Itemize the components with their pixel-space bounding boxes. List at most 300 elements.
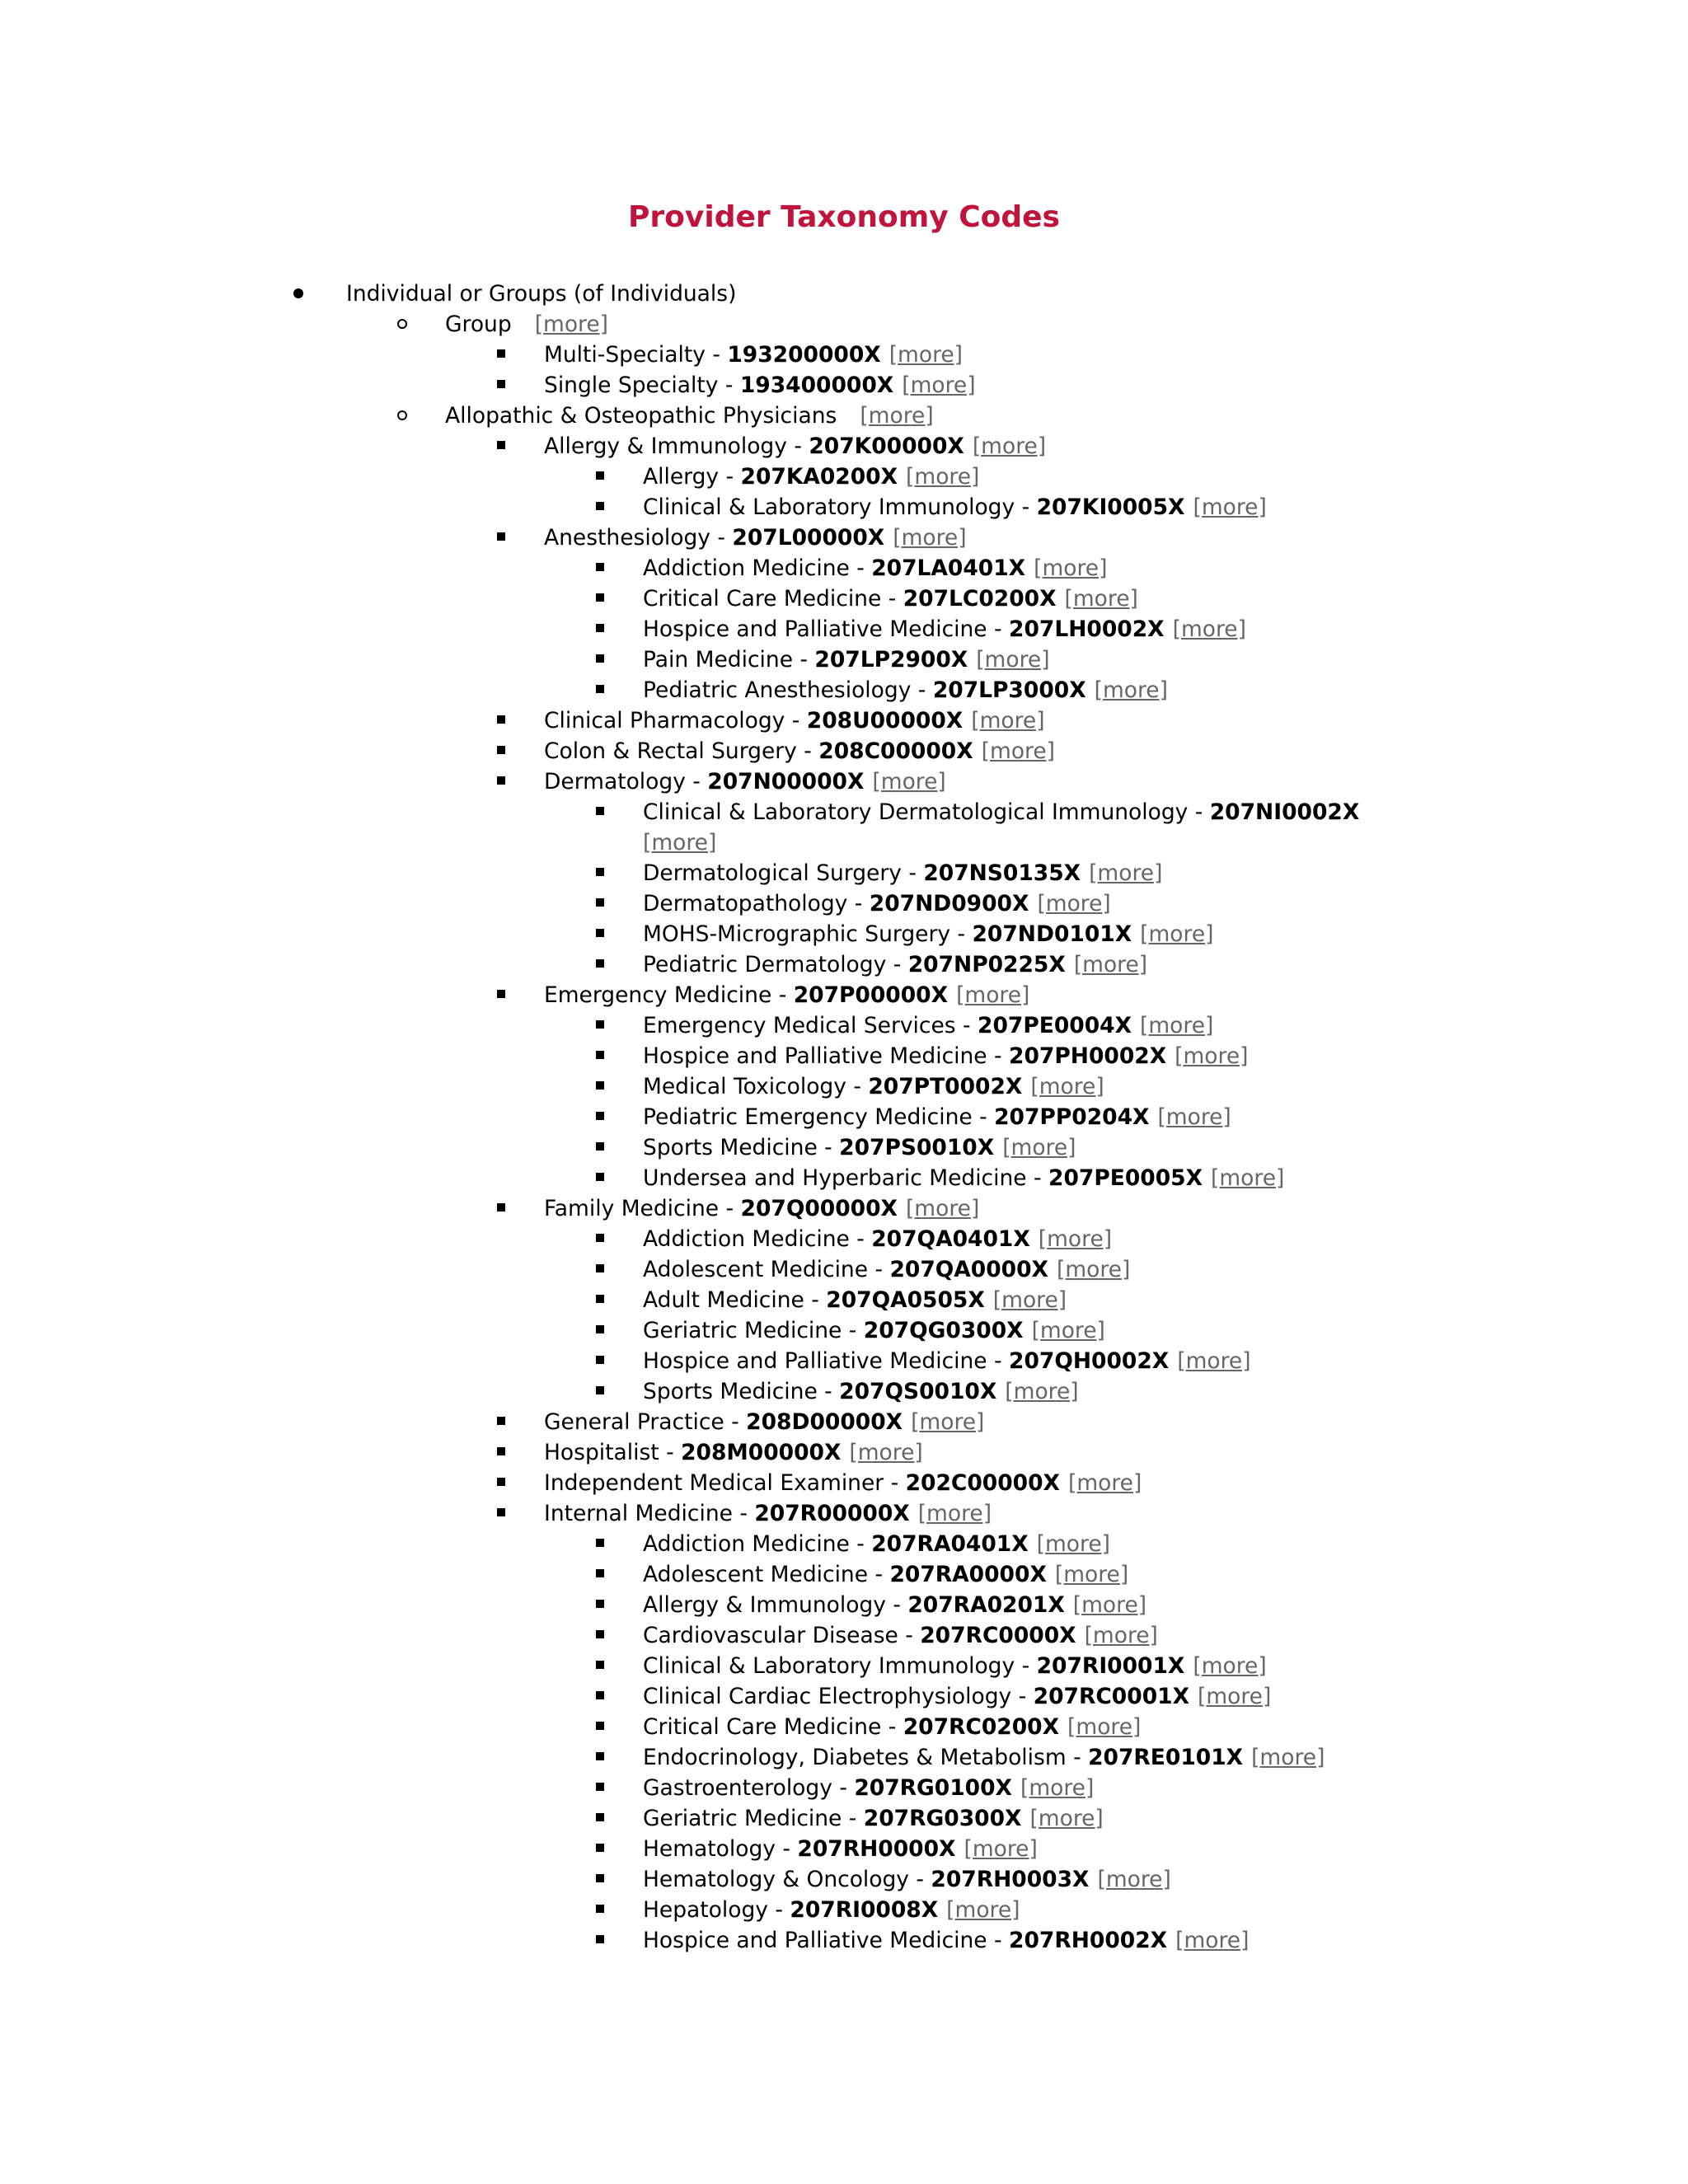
list-item-text [643, 1651, 1267, 1681]
item-label: Allopathic & Osteopathic Physicians [445, 403, 837, 429]
square-bullet-icon [592, 919, 608, 949]
list-item-text [643, 858, 1162, 888]
list-item [0, 1437, 1688, 1468]
more-link[interactable]: [more] [1072, 1592, 1147, 1618]
taxonomy-code: 207QA0000X [889, 1257, 1048, 1282]
item-label: Undersea and Hyperbaric Medicine - [643, 1165, 1048, 1191]
more-link[interactable]: [more] [976, 647, 1050, 673]
more-link[interactable]: [more] [1211, 1165, 1285, 1191]
list-item [0, 1651, 1688, 1681]
taxonomy-code: 207ND0900X [869, 891, 1029, 916]
taxonomy-code: 207RA0401X [871, 1531, 1029, 1557]
item-label: Clinical & Laboratory Immunology - [643, 494, 1037, 520]
item-label: Clinical Cardiac Electrophysiology - [643, 1684, 1034, 1709]
more-link[interactable]: [more] [1038, 1226, 1113, 1252]
square-bullet-icon [592, 1102, 608, 1132]
item-label: Clinical & Laboratory Dermatological Immunology - [643, 799, 1210, 825]
item-label: Sports Medicine - [643, 1379, 840, 1404]
more-link[interactable]: [more] [1067, 1714, 1142, 1740]
list-item [0, 1285, 1688, 1315]
item-label: Geriatric Medicine - [643, 1318, 864, 1343]
square-bullet-icon [592, 644, 608, 675]
square-bullet-icon [592, 1742, 608, 1773]
square-bullet-icon [592, 1651, 608, 1681]
taxonomy-code: 207PT0002X [868, 1074, 1023, 1099]
item-label: Pain Medicine - [643, 647, 815, 673]
list-item-text [643, 492, 1267, 523]
item-label: Allergy & Immunology - [544, 434, 809, 459]
list-item-text [445, 309, 608, 340]
more-link[interactable]: [more] [1175, 1928, 1250, 1953]
more-link[interactable]: [more] [1057, 1257, 1131, 1282]
item-label: Hematology & Oncology - [643, 1867, 931, 1892]
more-link[interactable]: [more] [1175, 1043, 1249, 1069]
list-item [0, 1010, 1688, 1041]
list-item [0, 370, 1688, 401]
taxonomy-code: 207QA0505X [826, 1287, 985, 1313]
list-item [0, 1407, 1688, 1437]
taxonomy-code: 207QA0401X [871, 1226, 1030, 1252]
item-label: Family Medicine - [544, 1196, 741, 1221]
more-link[interactable]: [more] [917, 1501, 992, 1526]
more-link[interactable]: [more] [964, 1836, 1038, 1862]
list-item-text [643, 1529, 1110, 1559]
taxonomy-code: 207KI0005X [1036, 494, 1185, 520]
square-bullet-icon [592, 1895, 608, 1925]
taxonomy-code: 207RE0101X [1088, 1745, 1244, 1770]
list-item-text [643, 1102, 1231, 1132]
list-item [0, 705, 1688, 736]
item-label: Gastroenterology - [643, 1775, 855, 1801]
list-item [0, 492, 1688, 523]
taxonomy-code: 202C00000X [905, 1470, 1060, 1496]
item-label: Clinical & Laboratory Immunology - [643, 1653, 1037, 1679]
square-bullet-icon [592, 1224, 608, 1254]
list-item [0, 340, 1688, 370]
more-link[interactable]: [more] [981, 738, 1055, 764]
list-item-text [544, 370, 976, 401]
taxonomy-code: 207PE0004X [978, 1013, 1132, 1038]
list-item [0, 1620, 1688, 1651]
taxonomy-code: 208D00000X [746, 1409, 903, 1435]
square-bullet-icon [592, 1285, 608, 1315]
more-link[interactable]: [more] [1177, 1348, 1251, 1374]
taxonomy-code: 207LP2900X [814, 647, 968, 673]
square-bullet-icon [592, 675, 608, 705]
list-item [0, 1529, 1688, 1559]
list-item-text [643, 888, 1111, 919]
list-item-text [544, 523, 967, 553]
more-link[interactable]: [more] [1064, 586, 1138, 612]
list-item [0, 614, 1688, 644]
more-link[interactable]: [more] [1140, 921, 1214, 947]
item-label: Group [445, 312, 512, 337]
taxonomy-code: 207K00000X [809, 434, 964, 459]
list-item-text [643, 1925, 1249, 1956]
item-label: Addiction Medicine - [643, 1531, 872, 1557]
taxonomy-code: 207N00000X [707, 769, 865, 794]
list-item [0, 797, 1688, 858]
item-label: Multi-Specialty - [544, 342, 728, 368]
item-label: Adolescent Medicine - [643, 1562, 890, 1587]
more-link[interactable]: [more] [1034, 555, 1108, 581]
item-label: Critical Care Medicine - [643, 1714, 903, 1740]
taxonomy-code: 193400000X [739, 373, 894, 398]
list-item-text [643, 1163, 1284, 1193]
taxonomy-code: 207R00000X [754, 1501, 910, 1526]
square-bullet-icon [493, 1498, 509, 1529]
taxonomy-code: 207LA0401X [871, 555, 1026, 581]
item-label: Pediatric Anesthesiology - [643, 677, 933, 703]
item-label: Internal Medicine - [544, 1501, 755, 1526]
square-bullet-icon [592, 1559, 608, 1590]
list-item-text [643, 1803, 1104, 1834]
square-bullet-icon [493, 523, 509, 553]
list-item [0, 401, 1688, 431]
list-item [0, 736, 1688, 766]
list-item-text [643, 675, 1168, 705]
more-link[interactable]: [more] [1140, 1013, 1214, 1038]
taxonomy-code: 207RG0100X [854, 1775, 1012, 1801]
taxonomy-code: 207L00000X [732, 525, 885, 551]
taxonomy-code: 207NP0225X [907, 952, 1066, 977]
square-bullet-icon [592, 1925, 608, 1956]
taxonomy-code: 207LH0002X [1009, 616, 1165, 642]
more-link[interactable]: [more] [1193, 1653, 1267, 1679]
list-item [0, 766, 1688, 797]
list-item [0, 553, 1688, 583]
list-item [0, 1041, 1688, 1071]
list-item-text [643, 1834, 1038, 1864]
more-link[interactable]: [more] [889, 342, 964, 368]
taxonomy-code: 207RH0000X [797, 1836, 956, 1862]
square-bullet-icon [592, 462, 608, 492]
taxonomy-code: 207RC0000X [920, 1623, 1076, 1648]
list-item-text [643, 1010, 1213, 1041]
list-item-text [643, 462, 979, 492]
item-label: Hospice and Palliative Medicine - [643, 616, 1010, 642]
list-item [0, 1681, 1688, 1712]
item-label: Independent Medical Examiner - [544, 1470, 906, 1496]
square-bullet-icon [592, 1864, 608, 1895]
more-link[interactable]: [more] [1029, 1806, 1104, 1831]
item-label: Individual or Groups (of Individuals) [346, 281, 737, 307]
list-item [0, 1864, 1688, 1895]
more-link[interactable]: [more] [1157, 1104, 1231, 1130]
list-item-text [544, 1193, 979, 1224]
item-label: Medical Toxicology - [643, 1074, 869, 1099]
list-item [0, 1132, 1688, 1163]
square-bullet-icon [592, 1071, 608, 1102]
item-label: Addiction Medicine - [643, 555, 872, 581]
list-item-text [544, 1407, 984, 1437]
item-label: Dermatopathology - [643, 891, 870, 916]
square-bullet-icon [592, 1620, 608, 1651]
more-link[interactable]: [more] [1067, 1470, 1142, 1496]
list-item-text [643, 919, 1213, 949]
list-item-text [643, 1254, 1130, 1285]
item-label: Hospice and Palliative Medicine - [643, 1928, 1010, 1953]
list-item-text [643, 1895, 1020, 1925]
list-item-text [643, 1315, 1105, 1346]
more-link[interactable]: [more] [860, 403, 934, 429]
square-bullet-icon [493, 1437, 509, 1468]
square-bullet-icon [592, 1132, 608, 1163]
square-bullet-icon [592, 553, 608, 583]
list-item-text [643, 1590, 1146, 1620]
list-item [0, 1590, 1688, 1620]
square-bullet-icon [592, 888, 608, 919]
list-item [0, 888, 1688, 919]
more-link[interactable]: [more] [972, 434, 1047, 459]
list-item [0, 1315, 1688, 1346]
list-item [0, 675, 1688, 705]
more-link[interactable]: [more] [1089, 860, 1163, 886]
more-link[interactable]: [more] [643, 830, 717, 855]
item-label: Allergy - [643, 464, 741, 490]
list-item [0, 1254, 1688, 1285]
list-item-text [643, 1041, 1248, 1071]
list-item-text [643, 644, 1050, 675]
list-item [0, 1498, 1688, 1529]
taxonomy-code: 207PH0002X [1009, 1043, 1167, 1069]
taxonomy-code: 207LC0200X [903, 586, 1057, 612]
dot-bullet-icon [290, 279, 307, 309]
list-item-text [544, 736, 1055, 766]
list-item [0, 1742, 1688, 1773]
list-item [0, 1102, 1688, 1132]
square-bullet-icon [592, 1590, 608, 1620]
list-item [0, 1163, 1688, 1193]
square-bullet-icon [592, 858, 608, 888]
list-item [0, 1193, 1688, 1224]
more-link[interactable]: [more] [905, 1196, 980, 1221]
taxonomy-code: 207Q00000X [740, 1196, 898, 1221]
square-bullet-icon [592, 1529, 608, 1559]
list-item [0, 1834, 1688, 1864]
square-bullet-icon [592, 1803, 608, 1834]
list-item [0, 919, 1688, 949]
taxonomy-code: 207RH0003X [931, 1867, 1090, 1892]
taxonomy-code: 207PS0010X [839, 1135, 995, 1160]
list-item [0, 1803, 1688, 1834]
list-item-text [643, 1559, 1128, 1590]
square-bullet-icon [592, 949, 608, 980]
more-link[interactable]: [more] [1054, 1562, 1129, 1587]
taxonomy-code: 207NI0002X [1209, 799, 1360, 825]
square-bullet-icon [592, 1254, 608, 1285]
list-item-text [643, 583, 1138, 614]
list-item [0, 1224, 1688, 1254]
list-item-text [544, 705, 1045, 736]
square-bullet-icon [592, 1773, 608, 1803]
more-link[interactable]: [more] [1037, 891, 1111, 916]
list-item [0, 523, 1688, 553]
item-label: Hospitalist - [544, 1440, 682, 1465]
taxonomy-code: 207RI0001X [1036, 1653, 1185, 1679]
list-item-text [643, 1132, 1076, 1163]
square-bullet-icon [592, 1163, 608, 1193]
item-label: Emergency Medicine - [544, 982, 794, 1008]
list-item [0, 309, 1688, 340]
taxonomy-code: 207RA0201X [907, 1592, 1065, 1618]
list-item [0, 1925, 1688, 1956]
list-item [0, 1559, 1688, 1590]
more-link[interactable]: [more] [1198, 1684, 1272, 1709]
list-item-text [643, 1285, 1067, 1315]
square-bullet-icon [493, 736, 509, 766]
list-item [0, 1071, 1688, 1102]
list-item [0, 279, 1688, 309]
list-item-text [643, 1346, 1251, 1376]
list-item [0, 1468, 1688, 1498]
more-link[interactable]: [more] [1036, 1531, 1110, 1557]
more-link[interactable]: [more] [1172, 616, 1246, 642]
item-label: Adult Medicine - [643, 1287, 827, 1313]
page-title: Provider Taxonomy Codes [628, 200, 1060, 234]
square-bullet-icon [592, 1041, 608, 1071]
square-bullet-icon [493, 1407, 509, 1437]
taxonomy-code: 207KA0200X [740, 464, 898, 490]
square-bullet-icon [493, 1468, 509, 1498]
item-label: Addiction Medicine - [643, 1226, 872, 1252]
list-item-text [643, 553, 1107, 583]
list-item-text [346, 279, 736, 309]
square-bullet-icon [592, 1315, 608, 1346]
list-item [0, 1773, 1688, 1803]
item-label: Pediatric Dermatology - [643, 952, 908, 977]
list-item-text [544, 431, 1046, 462]
more-link[interactable]: [more] [534, 312, 609, 337]
taxonomy-code: 207RG0300X [863, 1806, 1022, 1831]
taxonomy-code: 207QS0010X [839, 1379, 997, 1404]
more-link[interactable]: [more] [849, 1440, 923, 1465]
list-item-text [544, 766, 946, 797]
more-link[interactable]: [more] [1097, 1867, 1171, 1892]
more-link[interactable]: [more] [1073, 952, 1148, 977]
square-bullet-icon [493, 1193, 509, 1224]
list-item [0, 858, 1688, 888]
square-bullet-icon [592, 1834, 608, 1864]
taxonomy-code: 207P00000X [793, 982, 949, 1008]
square-bullet-icon [493, 766, 509, 797]
list-item-text [643, 1224, 1112, 1254]
more-link[interactable]: [more] [906, 464, 980, 490]
list-item-text [445, 401, 934, 431]
list-item [0, 431, 1688, 462]
square-bullet-icon [493, 370, 509, 401]
taxonomy-code: 207RC0200X [903, 1714, 1060, 1740]
list-item-text [643, 1773, 1094, 1803]
taxonomy-code: 207ND0101X [972, 921, 1132, 947]
more-link[interactable]: [more] [1084, 1623, 1158, 1648]
taxonomy-code: 207PE0005X [1048, 1165, 1203, 1191]
taxonomy-code: 208C00000X [818, 738, 973, 764]
item-label: Critical Care Medicine - [643, 586, 903, 612]
taxonomy-outline [0, 279, 1688, 1956]
item-label: Hepatology - [643, 1897, 790, 1923]
item-label: Dermatology - [544, 769, 708, 794]
list-item [0, 1346, 1688, 1376]
item-label: Single Specialty - [544, 373, 740, 398]
more-link[interactable]: [more] [1094, 677, 1168, 703]
list-item-text [544, 1437, 923, 1468]
item-label: Adolescent Medicine - [643, 1257, 890, 1282]
item-label: Clinical Pharmacology - [544, 708, 807, 733]
list-item [0, 1712, 1688, 1742]
more-link[interactable]: [more] [992, 1287, 1067, 1313]
taxonomy-code: 207QG0300X [863, 1318, 1024, 1343]
more-link[interactable]: [more] [893, 525, 967, 551]
taxonomy-code: 207RC0001X [1033, 1684, 1189, 1709]
list-item-text [643, 1376, 1079, 1407]
more-link[interactable]: [more] [1251, 1745, 1325, 1770]
square-bullet-icon [592, 492, 608, 523]
more-link[interactable]: [more] [1031, 1318, 1105, 1343]
square-bullet-icon [592, 1010, 608, 1041]
more-link[interactable]: [more] [911, 1409, 985, 1435]
item-label: Emergency Medical Services - [643, 1013, 978, 1038]
more-link[interactable]: [more] [872, 769, 946, 794]
list-item-text [544, 980, 1029, 1010]
taxonomy-code: 193200000X [727, 342, 881, 368]
list-item-text [544, 340, 963, 370]
item-label: Hematology - [643, 1836, 798, 1862]
more-link[interactable]: [more] [956, 982, 1030, 1008]
square-bullet-icon [592, 1376, 608, 1407]
list-item-text [544, 1498, 992, 1529]
list-item [0, 583, 1688, 614]
square-bullet-icon [592, 614, 608, 644]
item-label: General Practice - [544, 1409, 747, 1435]
more-link[interactable]: [more] [1020, 1775, 1095, 1801]
more-link[interactable]: [more] [1030, 1074, 1104, 1099]
taxonomy-code: 207PP0204X [994, 1104, 1150, 1130]
list-item-text [643, 1742, 1325, 1773]
more-link[interactable]: [more] [971, 708, 1045, 733]
list-item [0, 949, 1688, 980]
square-bullet-icon [493, 980, 509, 1010]
square-bullet-icon [493, 340, 509, 370]
taxonomy-code: 207QH0002X [1009, 1348, 1170, 1374]
list-item [0, 1376, 1688, 1407]
list-item [0, 644, 1688, 675]
more-link[interactable]: [more] [902, 373, 976, 398]
square-bullet-icon [592, 1346, 608, 1376]
item-label: Hospice and Palliative Medicine - [643, 1348, 1010, 1374]
list-item-text [643, 1071, 1104, 1102]
taxonomy-code: 207RH0002X [1009, 1928, 1168, 1953]
item-label: Colon & Rectal Surgery - [544, 738, 819, 764]
circle-bullet-icon [394, 309, 410, 340]
square-bullet-icon [493, 431, 509, 462]
taxonomy-code: 207LP3000X [932, 677, 1086, 703]
item-label: Allergy & Immunology - [643, 1592, 908, 1618]
more-link[interactable]: [more] [1002, 1135, 1076, 1160]
taxonomy-code: 208U00000X [806, 708, 964, 733]
taxonomy-code: 207RA0000X [889, 1562, 1047, 1587]
list-item-text [643, 1620, 1158, 1651]
taxonomy-code: 207NS0135X [923, 860, 1081, 886]
item-label: Sports Medicine - [643, 1135, 840, 1160]
more-link[interactable]: [more] [1005, 1379, 1079, 1404]
more-link[interactable]: [more] [1193, 494, 1267, 520]
more-link[interactable]: [more] [946, 1897, 1020, 1923]
item-label: Pediatric Emergency Medicine - [643, 1104, 995, 1130]
square-bullet-icon [592, 797, 608, 827]
list-item-text [643, 949, 1147, 980]
item-label: Cardiovascular Disease - [643, 1623, 921, 1648]
